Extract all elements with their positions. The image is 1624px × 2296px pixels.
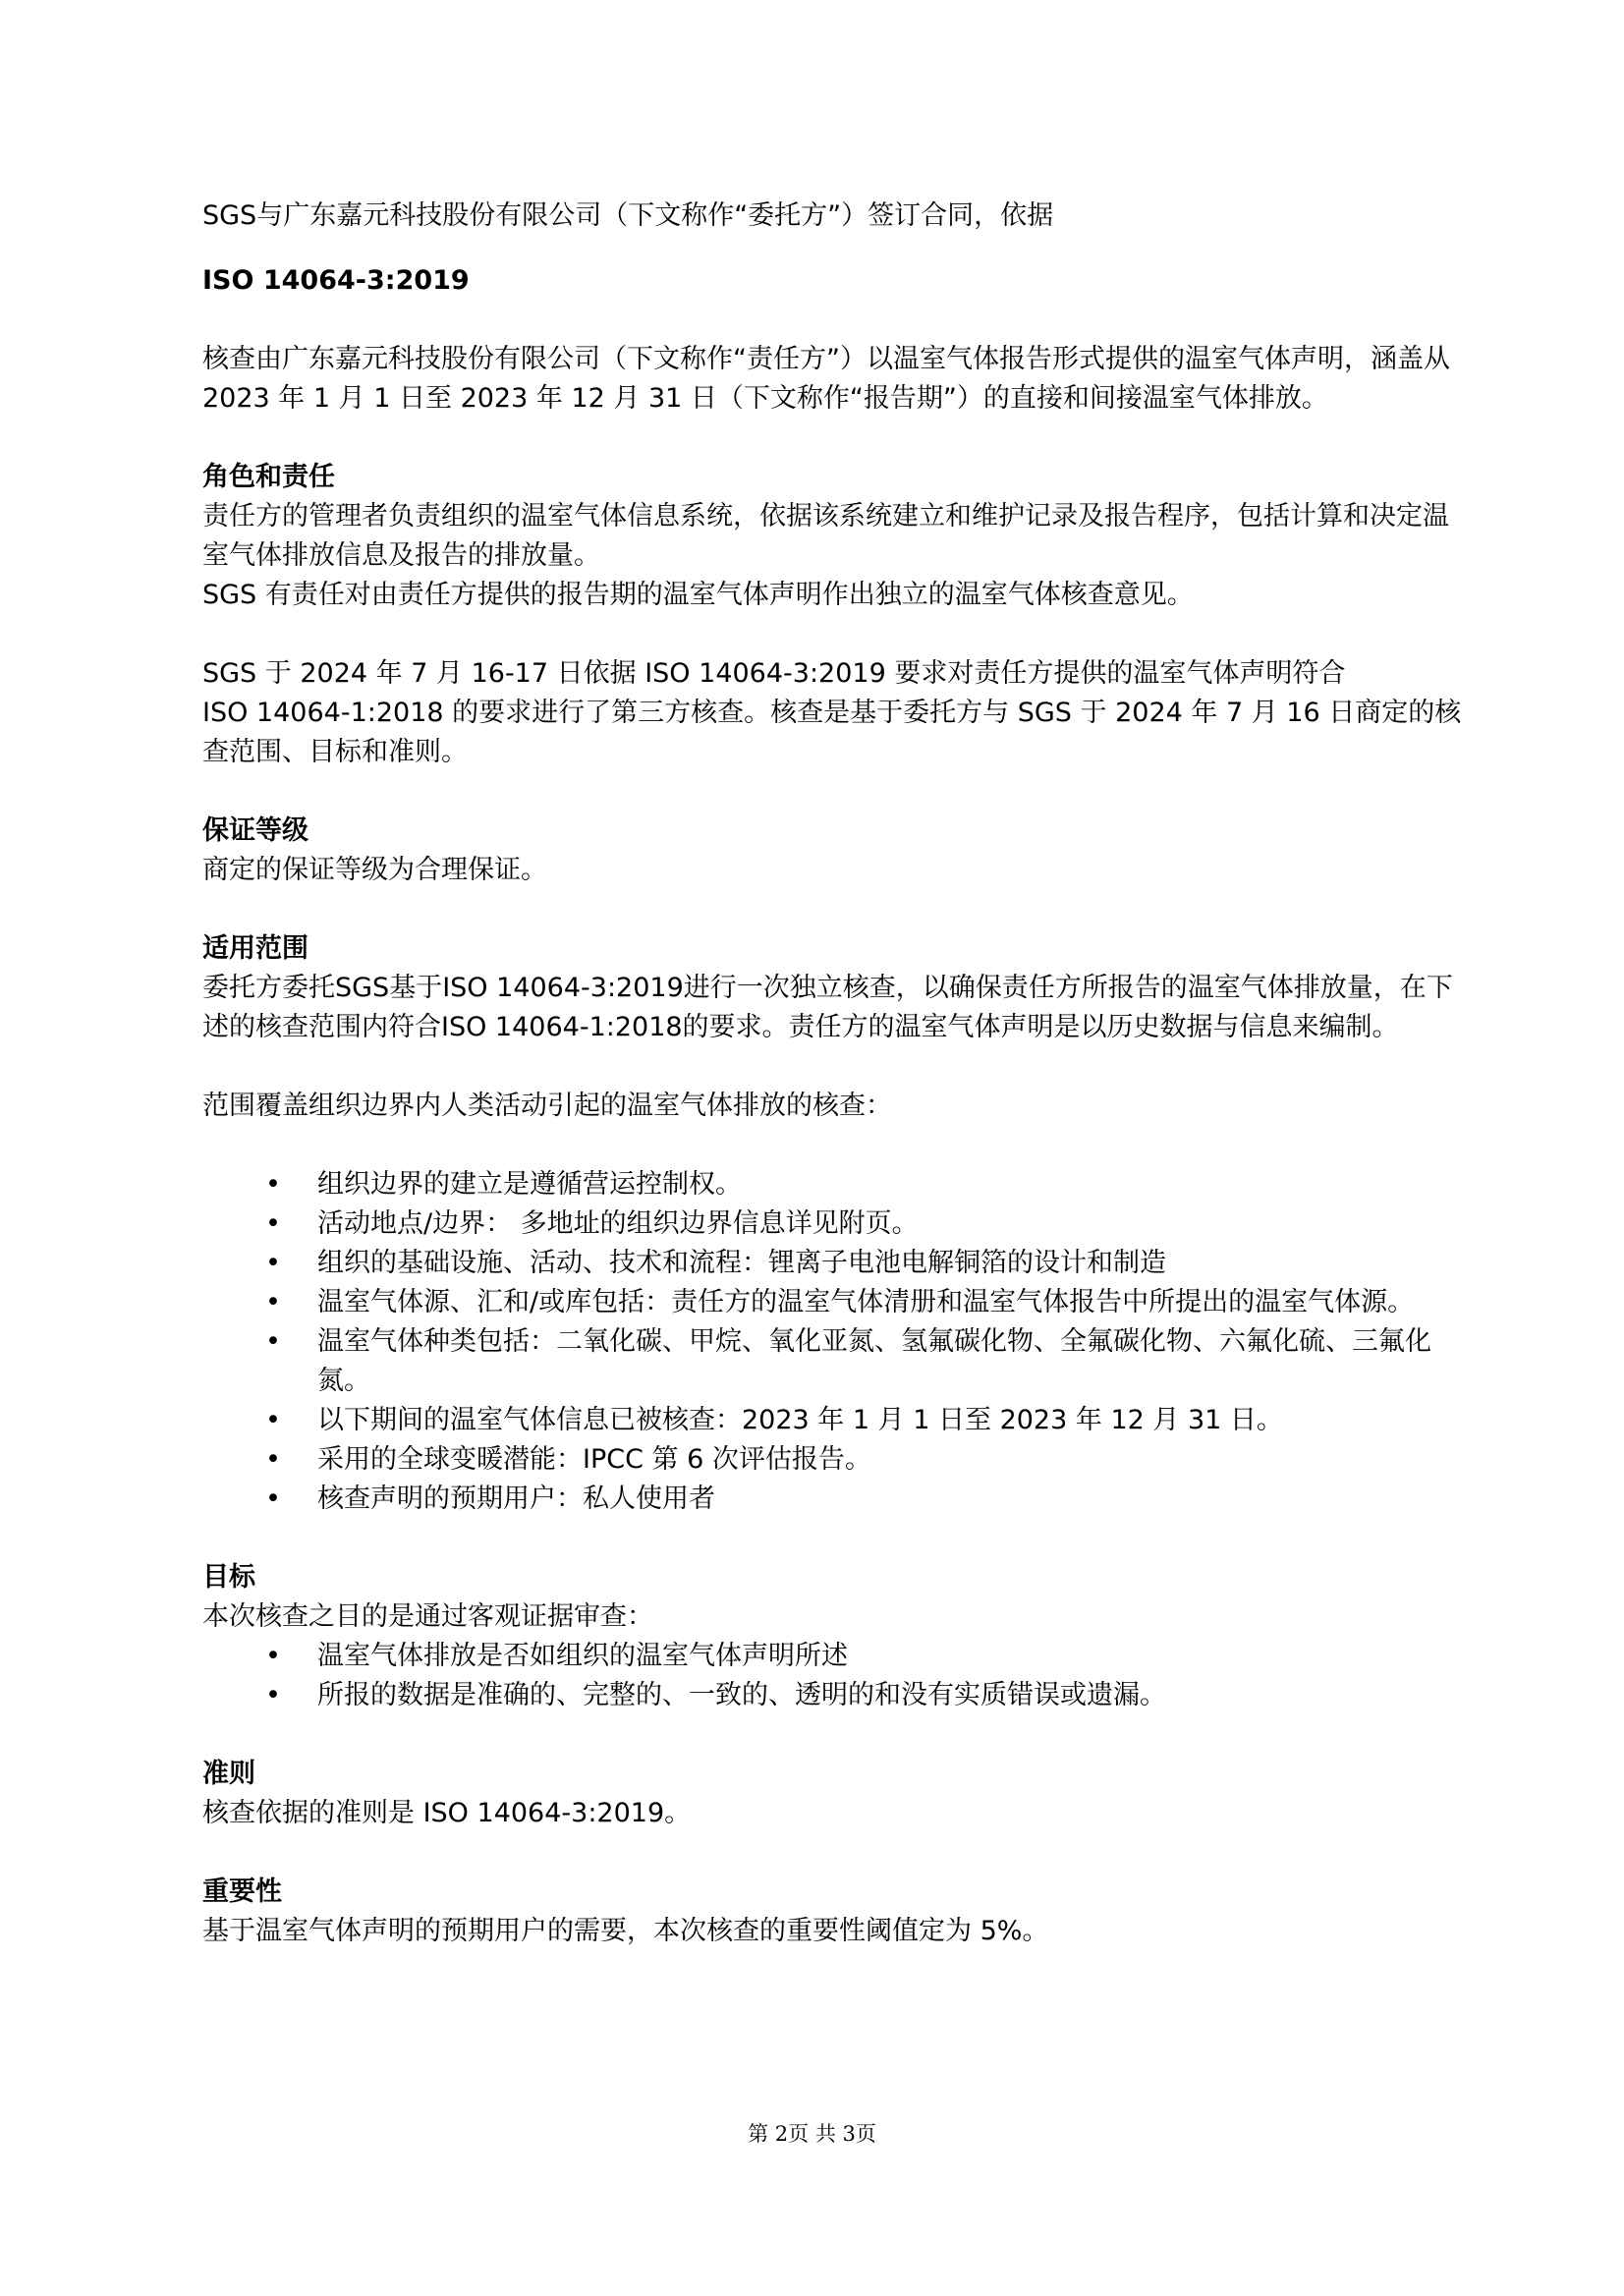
materiality-text: 基于温室气体声明的预期用户的需要，本次核查的重要性阈值定为 5%。	[202, 1916, 1049, 1946]
intro-paragraph: SGS与广东嘉元科技股份有限公司（下文称作“委托方”）签订合同，依据	[202, 200, 1054, 231]
roles-paragraph-2: SGS 有责任对由责任方提供的报告期的温室气体声明作出独立的温室气体核查意见。	[202, 580, 1194, 610]
scope-heading: 适用范围	[202, 933, 308, 964]
materiality-heading: 重要性	[202, 1876, 282, 1907]
roles-heading: 角色和责任	[202, 462, 335, 492]
verification-statement: 核查由广东嘉元科技股份有限公司（下文称作“责任方”）以温室气体报告形式提供的温室气体声明，涵盖从 2023 年 1 月 1 日至 2023 年 12 月 31 日（下文称作“报告期”）的直接和间接温室气体排放。	[202, 344, 1450, 414]
third-party-line-1: SGS 于 2024 年 7 月 16-17 日依据 ISO 14064-3:2019 要求对责任方提供的温室气体声明符合	[202, 658, 1346, 689]
criteria-heading: 准则	[202, 1759, 255, 1789]
scope-text: 委托方委托SGS基于ISO 14064-3:2019进行一次独立核查，以确保责任方所报告的温室气体排放量，在下述的核查范围内符合ISO 14064-1:2018的要求。责任方的温室气体声明是以历史数据与信息来编制。	[202, 973, 1453, 1042]
list-item: • 温室气体排放是否如组织的温室气体声明所述	[202, 1637, 1470, 1676]
standard-heading: ISO 14064-3:2019	[202, 265, 470, 296]
criteria-text: 核查依据的准则是 ISO 14064-3:2019。	[202, 1798, 692, 1828]
roles-paragraph-1: 责任方的管理者负责组织的温室气体信息系统，依据该系统建立和维护记录及报告程序，包括计算和决定温室气体排放信息及报告的排放量。	[202, 501, 1449, 571]
list-item: • 所报的数据是准确的、完整的、一致的、透明的和没有实质错误或遗漏。	[202, 1676, 1470, 1715]
scope-list-intro: 范围覆盖组织边界内人类活动引起的温室气体排放的核查：	[202, 1091, 892, 1121]
scope-list	[202, 1165, 1470, 1519]
page-number-footer: 第 2页 共 3页	[748, 2122, 876, 2146]
list-item: • 温室气体种类包括：二氧化碳、甲烷、氧化亚氮、氢氟碳化物、全氟碳化物、六氟化硫、三氟化氮。	[202, 1322, 1470, 1401]
list-item: • 核查声明的预期用户：私人使用者	[202, 1480, 1470, 1519]
list-item: • 采用的全球变暖潜能：IPCC 第 6 次评估报告。	[202, 1440, 1470, 1480]
list-item: • 活动地点/边界： 多地址的组织边界信息详见附页。	[202, 1204, 1470, 1244]
objective-heading: 目标	[202, 1562, 255, 1593]
assurance-heading: 保证等级	[202, 815, 308, 846]
list-item: • 以下期间的温室气体信息已被核查：2023 年 1 月 1 日至 2023 年 12 月 31 日。	[202, 1401, 1470, 1440]
document-body	[202, 196, 1470, 1951]
assurance-text: 商定的保证等级为合理保证。	[202, 855, 547, 885]
list-item: • 组织的基础设施、活动、技术和流程：锂离子电池电解铜箔的设计和制造	[202, 1244, 1470, 1283]
list-item: • 温室气体源、汇和/或库包括：责任方的温室气体清册和温室气体报告中所提出的温室气体源。	[202, 1283, 1470, 1322]
third-party-line-2: ISO 14064-1:2018 的要求进行了第三方核查。核查是基于委托方与 SGS 于 2024 年 7 月 16 日商定的核查范围、目标和准则。	[202, 698, 1462, 767]
objective-list	[202, 1637, 1470, 1715]
objective-intro: 本次核查之目的是通过客观证据审查：	[202, 1601, 653, 1632]
list-item: • 组织边界的建立是遵循营运控制权。	[202, 1165, 1470, 1204]
